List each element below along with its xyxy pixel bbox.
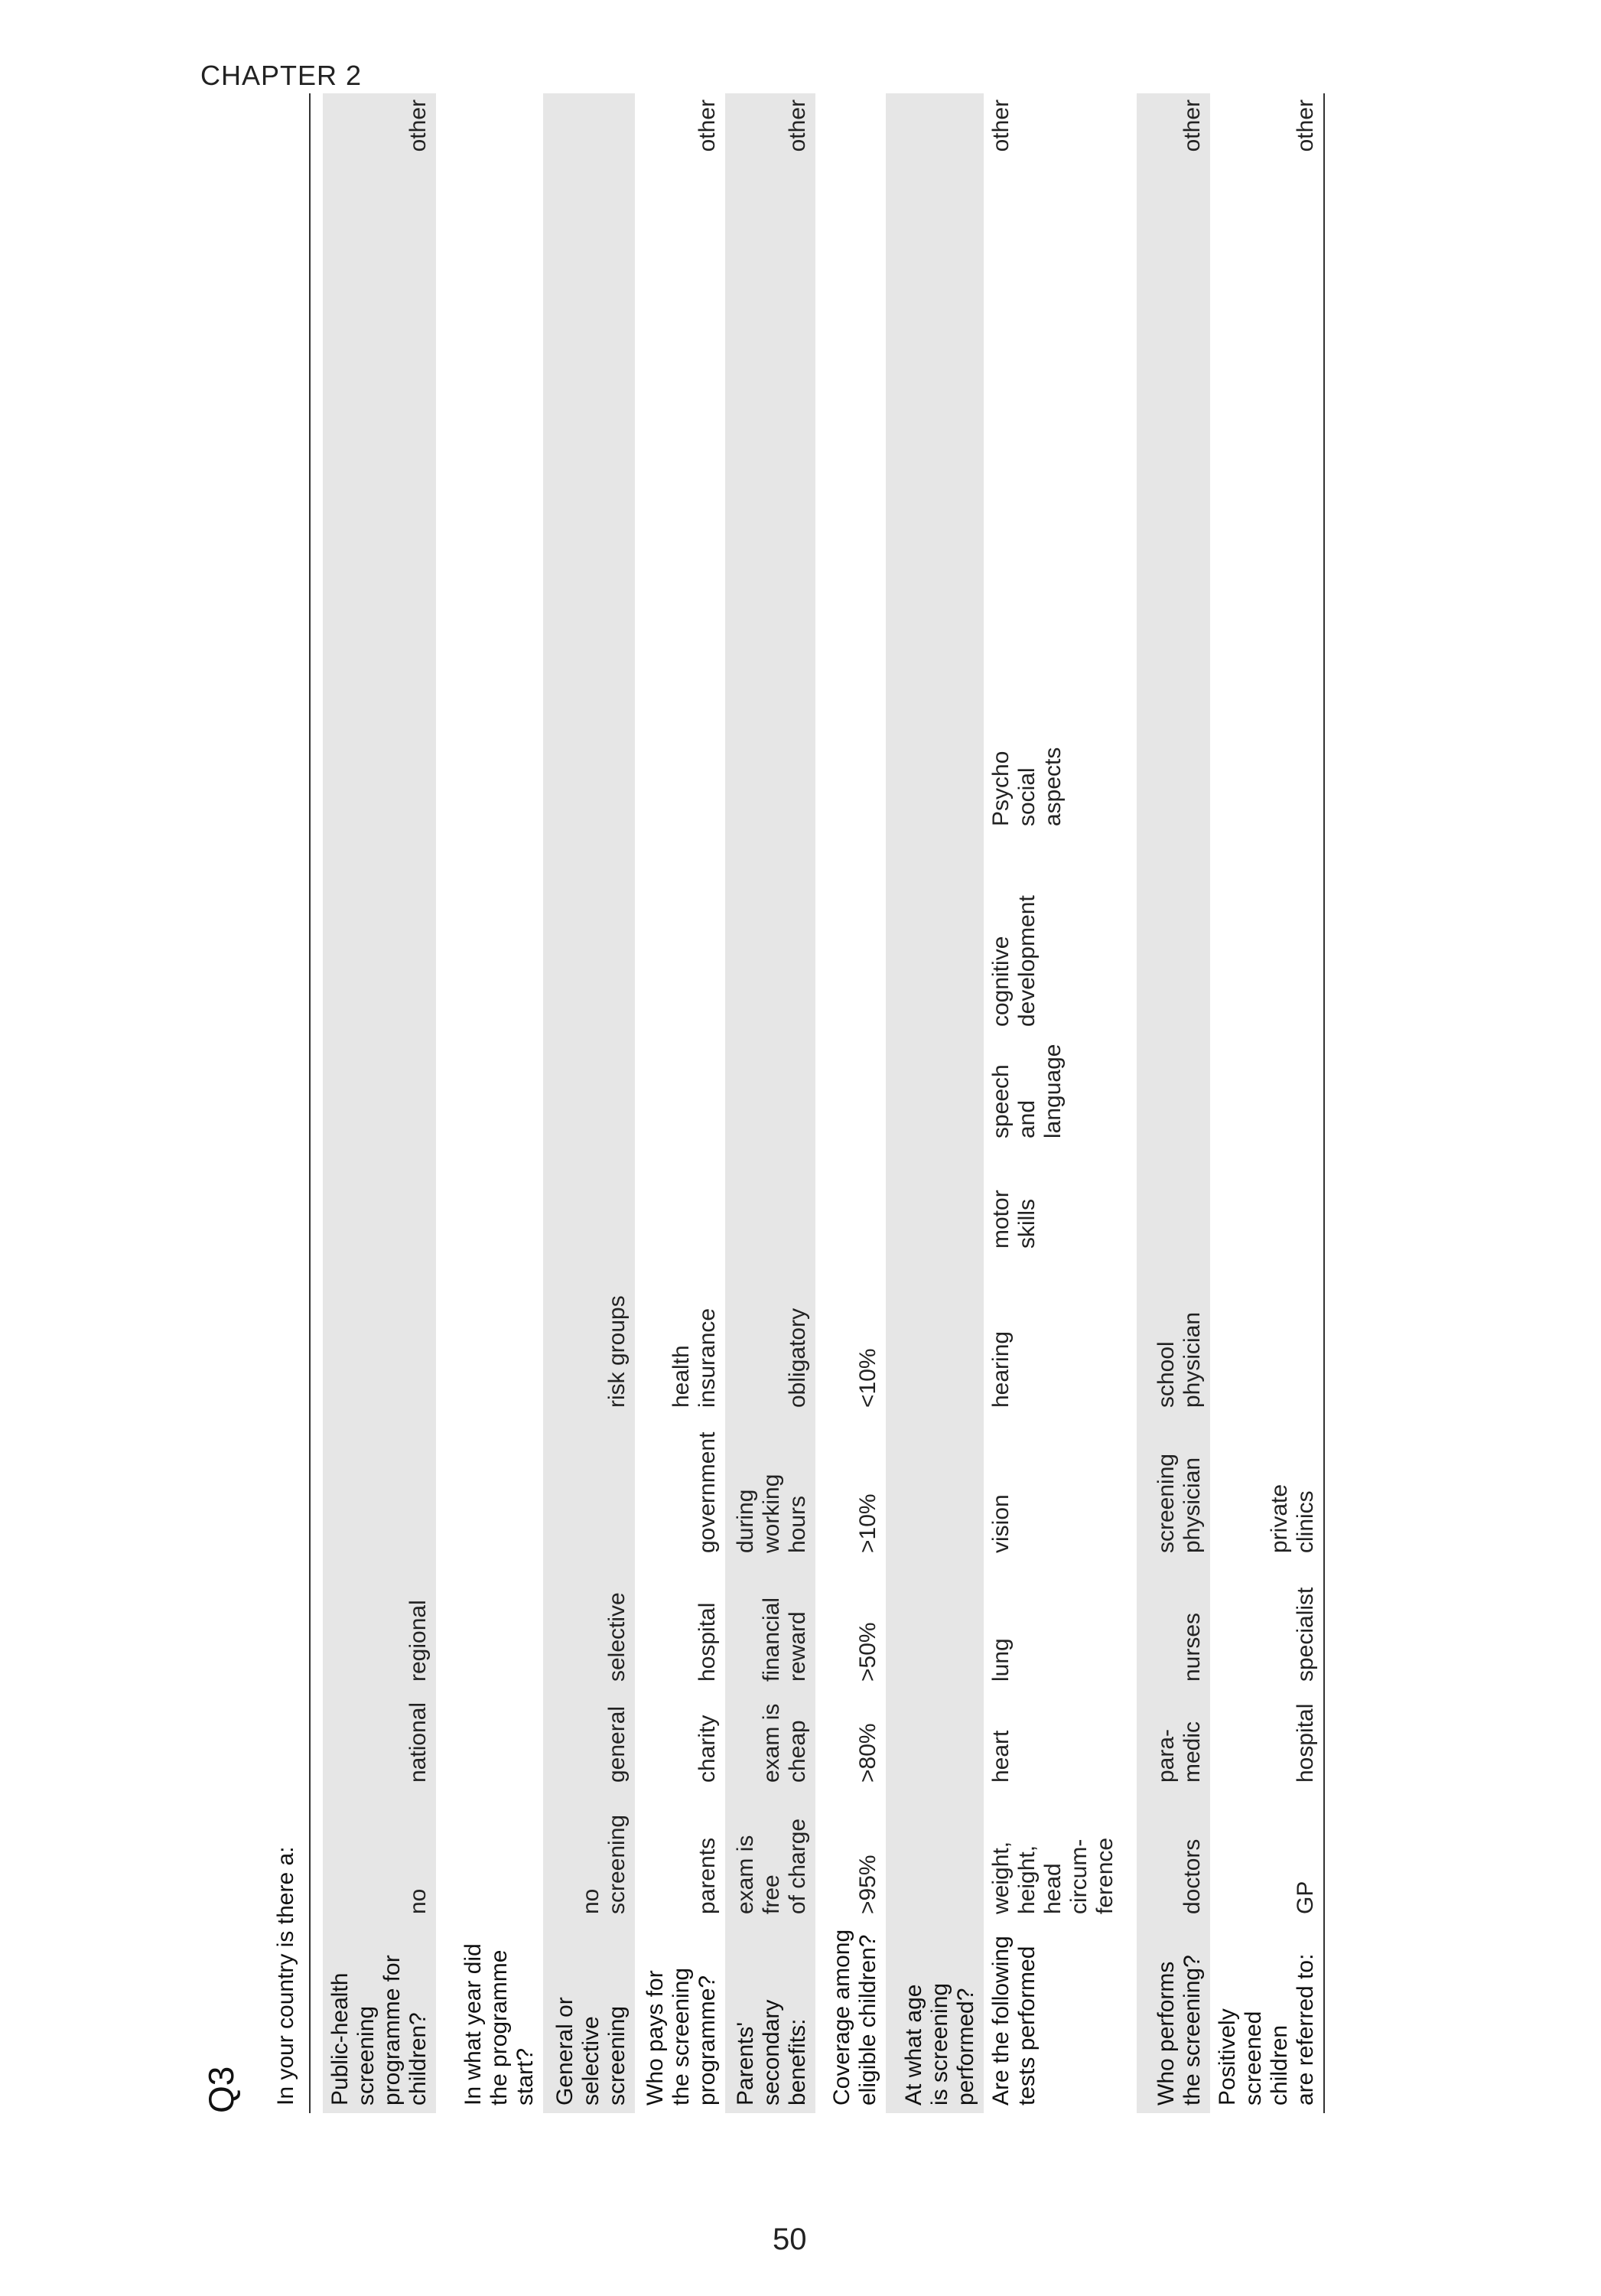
answer-option[interactable]: general xyxy=(543,1689,635,1790)
answer-cell-empty xyxy=(886,1561,984,1689)
answer-cell-empty xyxy=(886,1034,984,1146)
answer-cell-empty xyxy=(323,1034,436,1146)
answer-option[interactable]: exam is free of charge xyxy=(725,1790,815,1922)
answer-option[interactable]: obligatory xyxy=(725,1256,815,1415)
answer-option[interactable]: school physician xyxy=(1137,1256,1210,1415)
answer-option[interactable]: parents xyxy=(695,1837,720,1914)
answer-option[interactable]: lung xyxy=(988,1638,1014,1682)
answer-cell-empty xyxy=(436,1790,543,1922)
answer-cell-empty xyxy=(635,643,725,834)
answer-option[interactable]: >10% xyxy=(855,1493,880,1553)
questionnaire-table xyxy=(323,93,1325,2113)
answer-cell-empty xyxy=(543,1146,635,1256)
question-label: At what age is screening performed? xyxy=(886,1922,984,2113)
answer-option[interactable]: GP xyxy=(1210,1790,1324,1922)
answer-cell-empty xyxy=(436,1256,543,1415)
answer-cell-empty xyxy=(1210,1146,1324,1256)
answer-option[interactable]: health insurance xyxy=(669,1308,720,1408)
answer-cell-empty xyxy=(436,93,543,643)
answer-option[interactable]: no screening xyxy=(543,1790,635,1922)
answer-cell-empty xyxy=(543,834,635,1034)
answer-cell-empty xyxy=(1210,643,1324,834)
answer-cell-empty xyxy=(815,1146,886,1256)
answer-option[interactable]: vision xyxy=(988,1494,1014,1553)
table-row xyxy=(436,93,543,2113)
answer-cell-empty xyxy=(323,834,436,1034)
answer-option[interactable]: weight, height, head circum- ference xyxy=(988,1837,1118,1914)
answer-option[interactable]: doctors xyxy=(1137,1790,1210,1922)
answer-cell-empty xyxy=(725,1146,815,1256)
answer-option[interactable]: financial reward xyxy=(725,1561,815,1689)
table-row xyxy=(1210,93,1324,2113)
answer-cell-empty xyxy=(815,1034,886,1146)
answer-cell-empty xyxy=(725,643,815,834)
answer-cell-empty xyxy=(323,1415,436,1561)
table-row xyxy=(1137,93,1210,2113)
answer-option-other[interactable]: other xyxy=(1210,93,1324,643)
rotated-questionnaire xyxy=(200,93,1325,2113)
answer-cell-empty xyxy=(436,1415,543,1561)
answer-option[interactable]: no xyxy=(323,1790,436,1922)
answer-option-other[interactable]: other xyxy=(323,93,436,643)
answer-option[interactable]: Psycho social aspects xyxy=(988,747,1066,826)
answer-option[interactable]: hearing xyxy=(988,1330,1014,1408)
question-label: Coverage among eligible children? xyxy=(829,1929,880,2105)
answer-cell-empty xyxy=(886,93,984,643)
answer-cell-empty xyxy=(725,1034,815,1146)
answer-option[interactable]: nurses xyxy=(1137,1561,1210,1689)
answer-option[interactable]: regional xyxy=(323,1561,436,1689)
question-code: Q3 xyxy=(201,2066,241,2113)
answer-option[interactable]: selective xyxy=(543,1561,635,1689)
answer-option[interactable]: hospital xyxy=(1210,1689,1324,1790)
answer-option[interactable]: private clinics xyxy=(1210,1415,1324,1561)
answer-option[interactable]: exam is cheap xyxy=(725,1689,815,1790)
answer-option[interactable]: national xyxy=(323,1689,436,1790)
question-label: Who performs the screening? xyxy=(1137,1922,1210,2113)
answer-option-other[interactable]: other xyxy=(1137,93,1210,643)
answer-cell-empty xyxy=(815,93,886,643)
answer-cell-empty xyxy=(436,1689,543,1790)
table-row xyxy=(886,93,984,2113)
answer-option[interactable]: specialist xyxy=(1210,1561,1324,1689)
answer-cell-empty xyxy=(1137,834,1210,1034)
table-row xyxy=(984,93,1137,2113)
answer-cell-empty xyxy=(323,643,436,834)
question-label: Are the following tests performed xyxy=(988,1936,1040,2105)
answer-cell-empty xyxy=(886,834,984,1034)
table-row xyxy=(323,93,436,2113)
answer-option[interactable]: speech and language xyxy=(988,1044,1066,1138)
answer-cell-empty xyxy=(543,643,635,834)
page-number: 50 xyxy=(773,2223,807,2256)
answer-option[interactable]: screening physician xyxy=(1137,1415,1210,1561)
answer-cell-empty xyxy=(436,1146,543,1256)
answer-cell-empty xyxy=(635,1146,725,1256)
answer-cell-empty xyxy=(1210,834,1324,1034)
question-label: General or selective screening xyxy=(543,1922,635,2113)
answer-option[interactable]: >80% xyxy=(855,1723,880,1783)
answer-cell-empty xyxy=(635,834,725,1034)
answer-cell-empty xyxy=(543,93,635,643)
answer-option[interactable]: hospital xyxy=(695,1602,720,1682)
answer-cell-empty xyxy=(1137,643,1210,834)
answer-cell-empty xyxy=(886,1790,984,1922)
question-label: Parents' secondary benefits: xyxy=(725,1922,815,2113)
answer-option[interactable]: government xyxy=(695,1431,720,1553)
answer-cell-empty xyxy=(436,643,543,834)
answer-cell-empty xyxy=(1137,1034,1210,1146)
answer-option-other[interactable]: other xyxy=(725,93,815,643)
answer-cell-empty xyxy=(886,643,984,834)
answer-cell-empty xyxy=(323,1146,436,1256)
answer-option[interactable]: <10% xyxy=(855,1348,880,1408)
answer-option[interactable]: risk groups xyxy=(543,1256,635,1415)
intro-line xyxy=(271,93,311,2113)
answer-option[interactable]: >95% xyxy=(855,1855,880,1914)
answer-option[interactable]: >50% xyxy=(855,1622,880,1682)
answer-cell-empty xyxy=(635,1034,725,1146)
table-row xyxy=(543,93,635,2113)
table-row xyxy=(635,93,725,2113)
answer-option-other[interactable]: other xyxy=(695,99,720,152)
question-label: Who pays for the screening programme? xyxy=(643,1967,720,2105)
answer-cell-empty xyxy=(1210,1034,1324,1146)
answer-cell-empty xyxy=(1210,1256,1324,1415)
answer-cell-empty xyxy=(436,1561,543,1689)
answer-option[interactable]: motor skills xyxy=(988,1190,1040,1249)
answer-cell-empty xyxy=(886,1689,984,1790)
answer-option[interactable]: cognitive development xyxy=(988,895,1040,1027)
answer-cell-empty xyxy=(543,1034,635,1146)
answer-cell-empty xyxy=(543,1415,635,1561)
intro-text: In your country is there a: xyxy=(273,1846,298,2105)
answer-option[interactable]: charity xyxy=(695,1715,720,1783)
question-label: Positively screened children are referred to: xyxy=(1210,1922,1324,2113)
answer-cell-empty xyxy=(886,1146,984,1256)
answer-option[interactable]: heart xyxy=(988,1730,1014,1783)
answer-cell-empty xyxy=(1137,1146,1210,1256)
answer-cell-empty xyxy=(323,1256,436,1415)
answer-cell-empty xyxy=(815,643,886,834)
chapter-heading: CHAPTER 2 xyxy=(200,60,363,91)
answer-cell-empty xyxy=(886,1415,984,1561)
question-label: In what year did the programme start? xyxy=(460,1943,538,2105)
answer-cell-empty xyxy=(436,834,543,1034)
table-row xyxy=(815,93,886,2113)
answer-option-other[interactable]: other xyxy=(988,99,1014,152)
answer-cell-empty xyxy=(436,1034,543,1146)
answer-cell-empty xyxy=(725,834,815,1034)
answer-option[interactable]: para- medic xyxy=(1137,1689,1210,1790)
answer-option[interactable]: during working hours xyxy=(725,1415,815,1561)
answer-cell-empty xyxy=(886,1256,984,1415)
answer-cell-empty xyxy=(815,834,886,1034)
question-label: Public-health screening programme for children? xyxy=(323,1922,436,2113)
table-row xyxy=(725,93,815,2113)
